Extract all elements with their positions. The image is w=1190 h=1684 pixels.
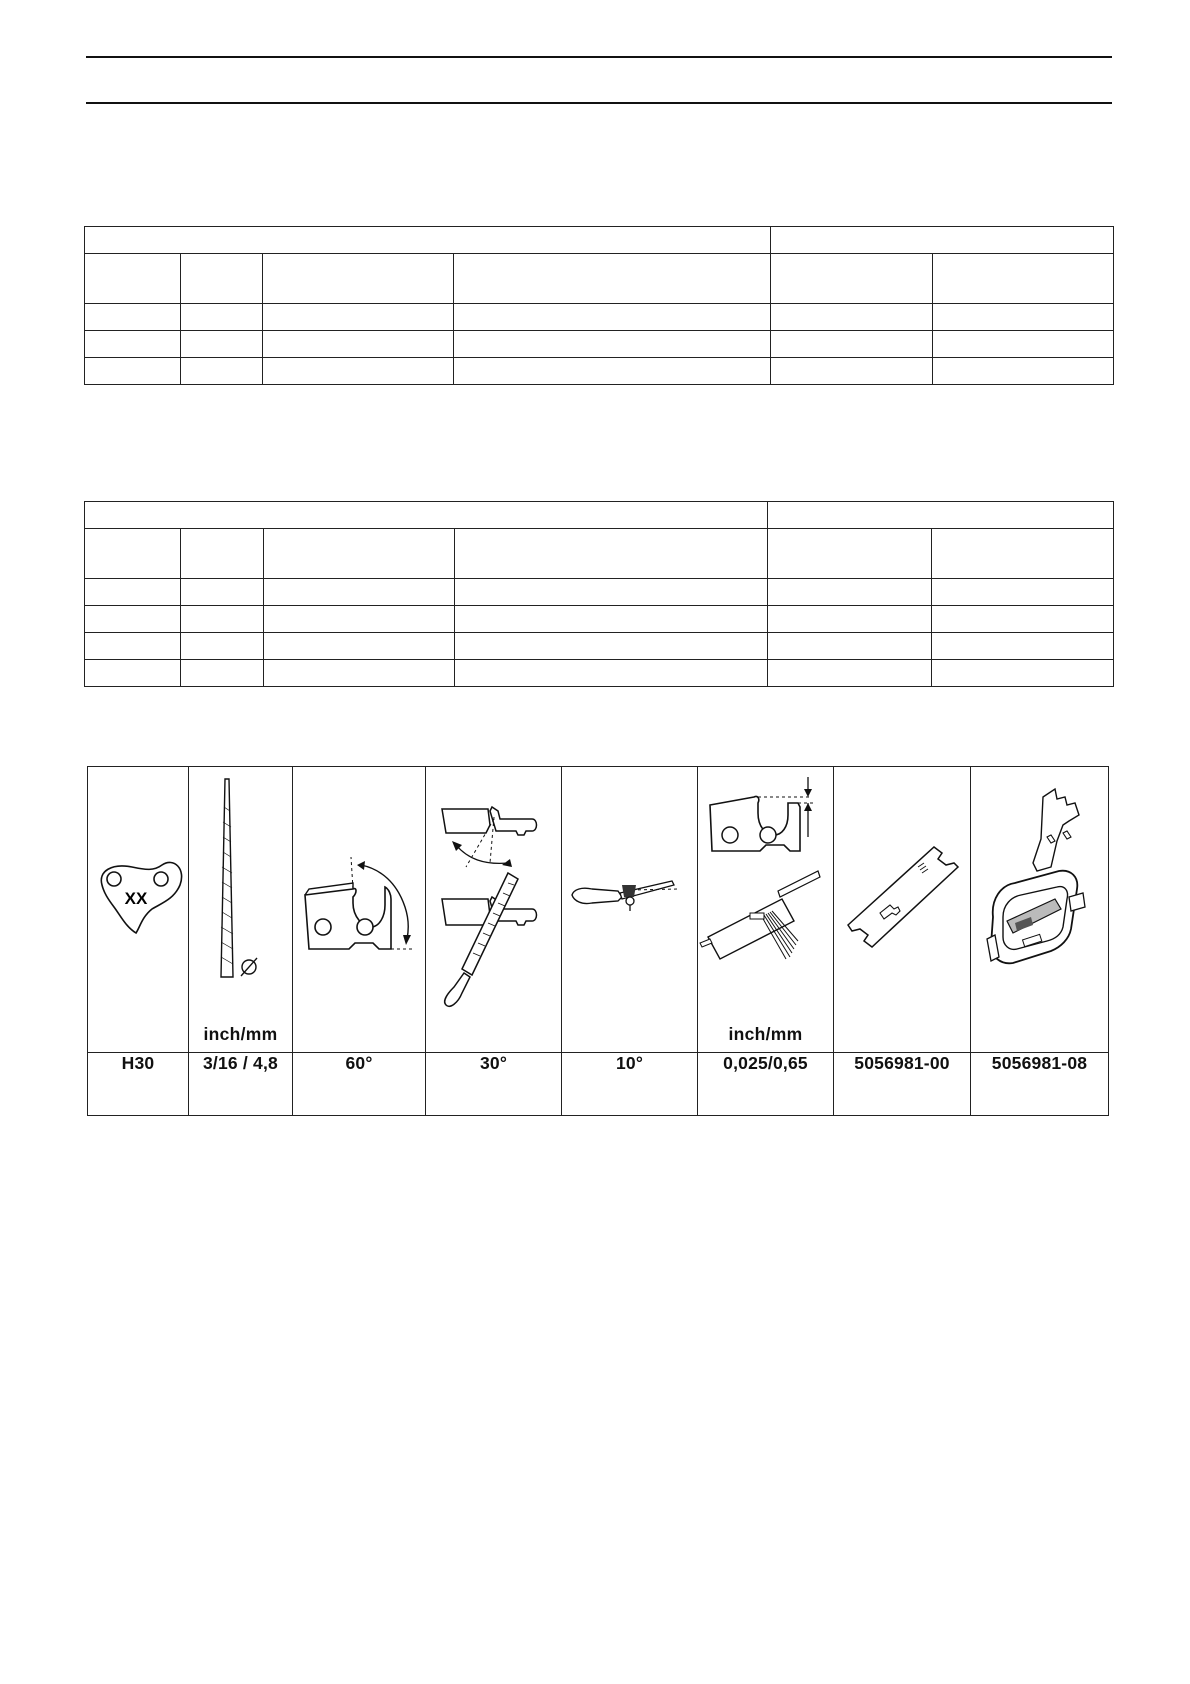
round-file-icon [189,767,293,1012]
table-header-group-right [771,227,1114,254]
file-diameter-cell [189,767,293,1053]
table-row [85,633,1114,660]
file-diameter-value: 3/16 / 4,8 [189,1053,293,1116]
depth-gauge-unit: inch/mm [728,1024,803,1044]
table-header-group-left [85,227,771,254]
table-row [85,579,1114,606]
file-tilt-angle-cell [562,767,698,1053]
depth-gauge-setting-value: 0,025/0,65 [698,1053,834,1116]
file-guide-icon [971,767,1109,1052]
file-tilt-angle-icon [562,767,698,1052]
table-row [85,304,1114,331]
header-rule-top [86,56,1112,58]
sharpening-data-table [87,766,1109,1116]
depth-gauge-icon [698,767,834,1012]
table-row [85,606,1114,633]
specification-table-1 [84,226,1114,385]
file-guide-cell [971,767,1109,1053]
sharpening-angle-cell [426,767,562,1053]
chain-marking-value: H30 [88,1053,189,1116]
depth-gauge-setting-cell [698,767,834,1053]
top-plate-angle-value: 60° [293,1053,426,1116]
table-row [85,660,1114,687]
sharpening-angle-value: 30° [426,1053,562,1116]
specification-table-2 [84,501,1114,687]
cutter-link-icon [88,767,189,1052]
depth-gauge-tool-icon [834,767,971,1052]
cutter-marking-cell [88,767,189,1053]
depth-gauge-tool-cell [834,767,971,1053]
file-tilt-angle-value: 10° [562,1053,698,1116]
file-diameter-unit: inch/mm [203,1024,278,1044]
header-rule-bottom [86,102,1112,104]
top-plate-angle-cell [293,767,426,1053]
sharpening-angle-icon [426,767,562,1052]
table-header-group-left [85,502,768,529]
top-plate-angle-icon [293,767,426,1052]
table-row [85,358,1114,385]
table-row [85,331,1114,358]
sharpening-values-row [88,1053,1109,1116]
table-header-group-right [768,502,1114,529]
depth-gauge-tool-value: 5056981-00 [834,1053,971,1116]
cutter-marking-text: XX [124,889,148,908]
file-guide-value: 5056981-08 [971,1053,1109,1116]
